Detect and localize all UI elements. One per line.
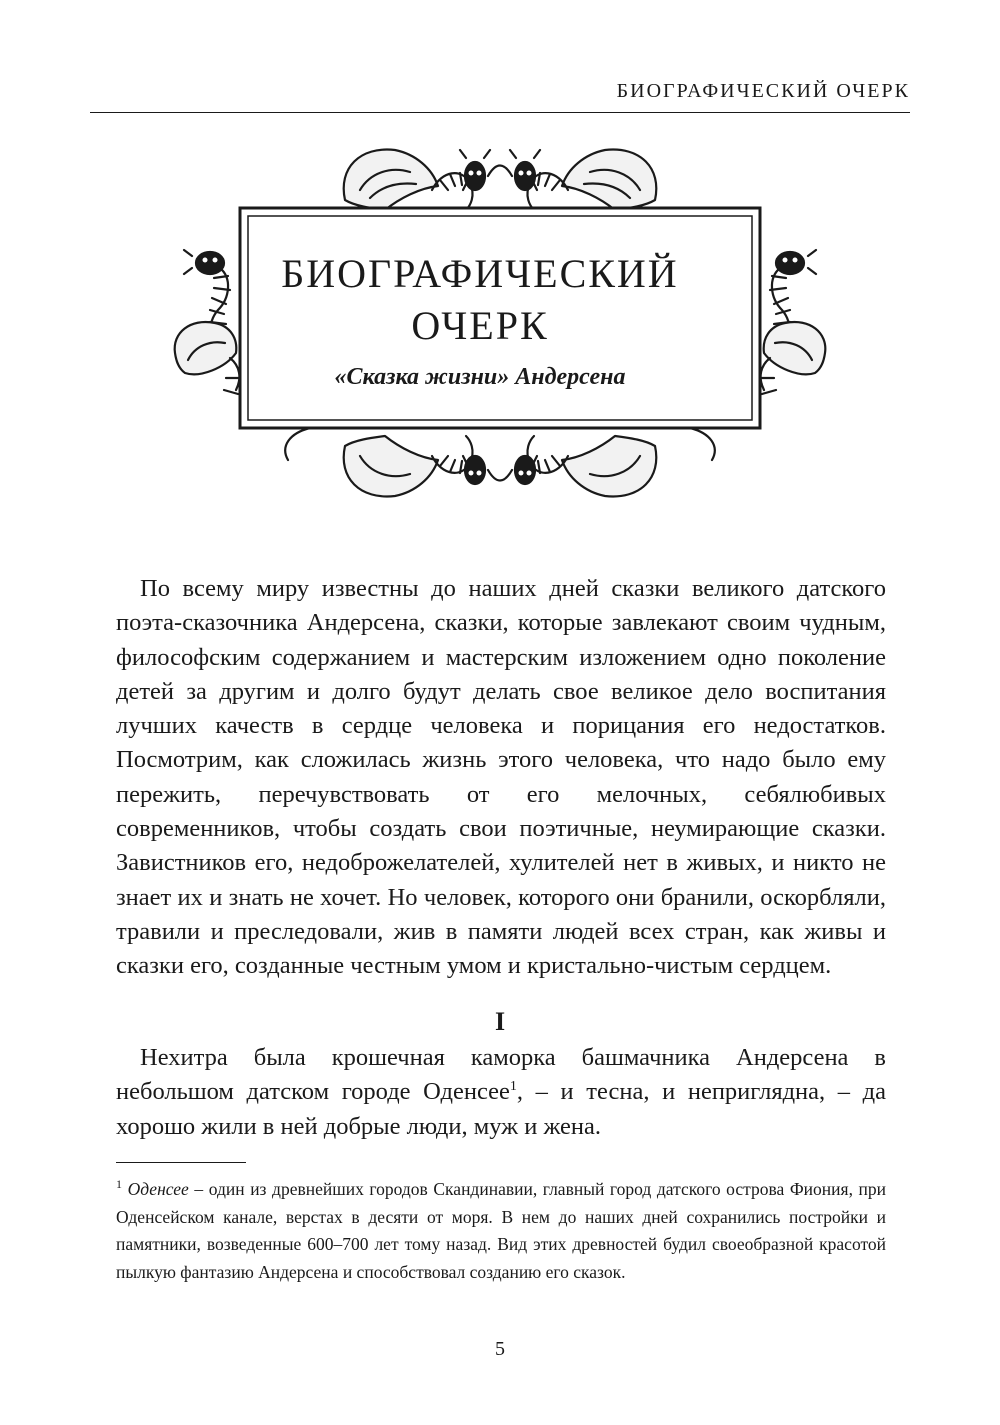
page-number: 5 xyxy=(495,1338,505,1360)
subtitle: «Сказка жизни» Андерсена xyxy=(334,364,626,390)
intro-paragraph-block xyxy=(116,572,886,984)
footnote xyxy=(116,1176,886,1286)
title-block xyxy=(240,208,720,426)
intro-paragraph: По всему миру известны до наших дней сказки великого датского поэта-сказочника Андерсена, сказки, которые завлекают своим чудным, философским содержанием и мастерским изложением одно поколение детей за другим и долго будут делать свое великое дело воспитания лучших качеств в сердце человека и порицания его недостатков. Посмотрим, как сложилась жизнь этого человека, что надо было ему пережить, перечувствовать от его мелочных, себялюбивых современников, чтобы создать свои поэтичные, неумирающие сказки. Завистников его, недоброжелателей, хулителей нет в живых, и никто не знает их и знать не хочет. Но человек, которого они бранили, оскорбляли, травили и преследовали, жив в памяти людей всех стран, как живы и сказки его, созданные честным умом и кристально-чистым сердцем. xyxy=(116,575,886,980)
footnote-mark: 1 xyxy=(116,1177,122,1192)
chapter-paragraph-text-2: , – и тесна, и неприглядна, – да хорошо жили в ней добрые люди, муж и жена. xyxy=(116,1078,887,1140)
chapter-number: I xyxy=(494,1007,506,1036)
chapter-paragraph xyxy=(116,1041,886,1144)
chapter-paragraph-text-1: Нехитра была крошечная каморка башмачника Андерсена в небольшом датском городе Оденсее xyxy=(116,1044,886,1106)
title-line-1: БИОГРАФИЧЕСКИЙ xyxy=(281,251,679,296)
footnote-paragraph xyxy=(116,1176,886,1286)
chapter-paragraph-block xyxy=(116,1041,886,1144)
footnote-rule xyxy=(116,1162,246,1163)
footnote-text: – один из древнейших городов Скандинавии, главный город датского острова Фиония, при Оденсейском канале, верстах в десяти от моря. В нем до наших дней сохранились постройки и памятники, возведенные 600–700 лет тому назад. Вид этих древностей будил своеобразной красотой пылкую фантазию Андерсена и способствовал созданию его сказок. xyxy=(116,1179,887,1282)
running-head: БИОГРАФИЧЕСКИЙ ОЧЕРК xyxy=(616,80,910,102)
header-rule xyxy=(90,112,910,113)
title-line-2: ОЧЕРК xyxy=(411,303,549,348)
footnote-reference[interactable]: 1 xyxy=(509,1079,517,1095)
footnote-term: Оденсее xyxy=(127,1179,189,1199)
